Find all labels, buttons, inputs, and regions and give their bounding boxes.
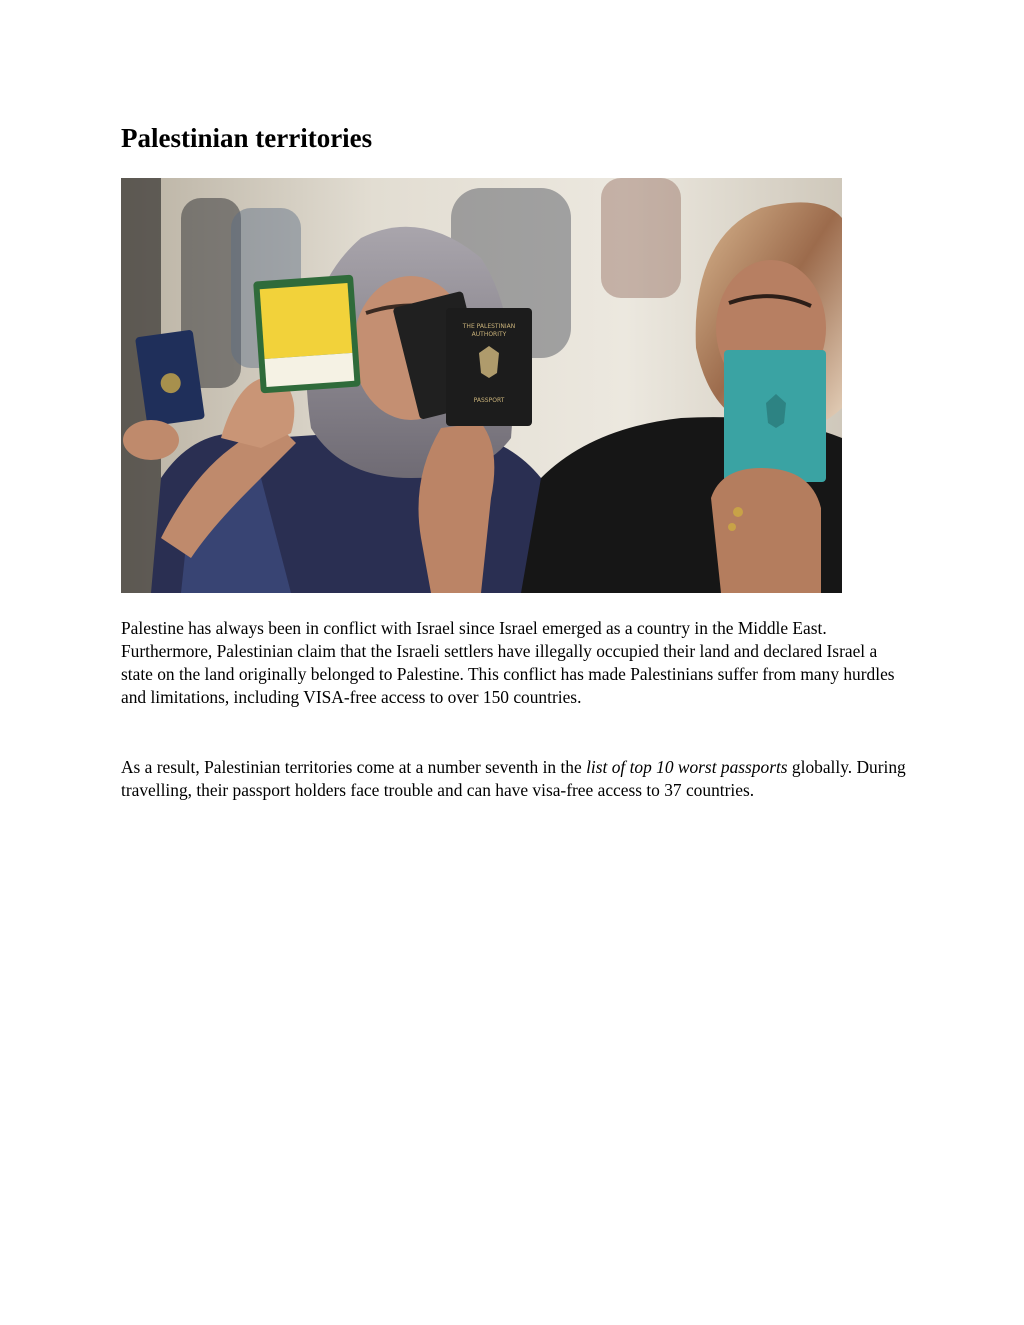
passport-photo-illustration	[121, 178, 842, 593]
paragraph-1: Palestine has always been in conflict with Israel since Israel emerged as a country in the Middle East. Furthermore, Palestinian claim that the Israeli settlers have illegally occupied their land and declared Israel a state on the land originally belonged to Palestine. This conflict has made Palestinians suffer from many hurdles and limitations, including VISA-free access to over 150 countries.	[121, 618, 895, 707]
paragraph-2-end: globally. During travelling, their passport holders face trouble and can have visa-free access to 37 countries.	[121, 757, 906, 800]
svg-text:THE PALESTINIAN: THE PALESTINIAN	[462, 323, 516, 330]
paragraph-2	[121, 756, 911, 802]
worst-passports-reference: list of top 10 worst passports	[586, 757, 788, 777]
palestinian-passport-shape	[446, 308, 532, 426]
teal-passport-shape	[724, 350, 826, 482]
svg-text:AUTHORITY: AUTHORITY	[471, 331, 507, 338]
svg-text:PASSPORT: PASSPORT	[473, 397, 505, 404]
page-title: Palestinian territories	[121, 123, 373, 153]
article-photo	[121, 178, 842, 593]
yellow-card-shape	[253, 275, 361, 394]
paragraph-2-start: As a result, Palestinian territories come at a number seventh in the	[121, 757, 587, 777]
